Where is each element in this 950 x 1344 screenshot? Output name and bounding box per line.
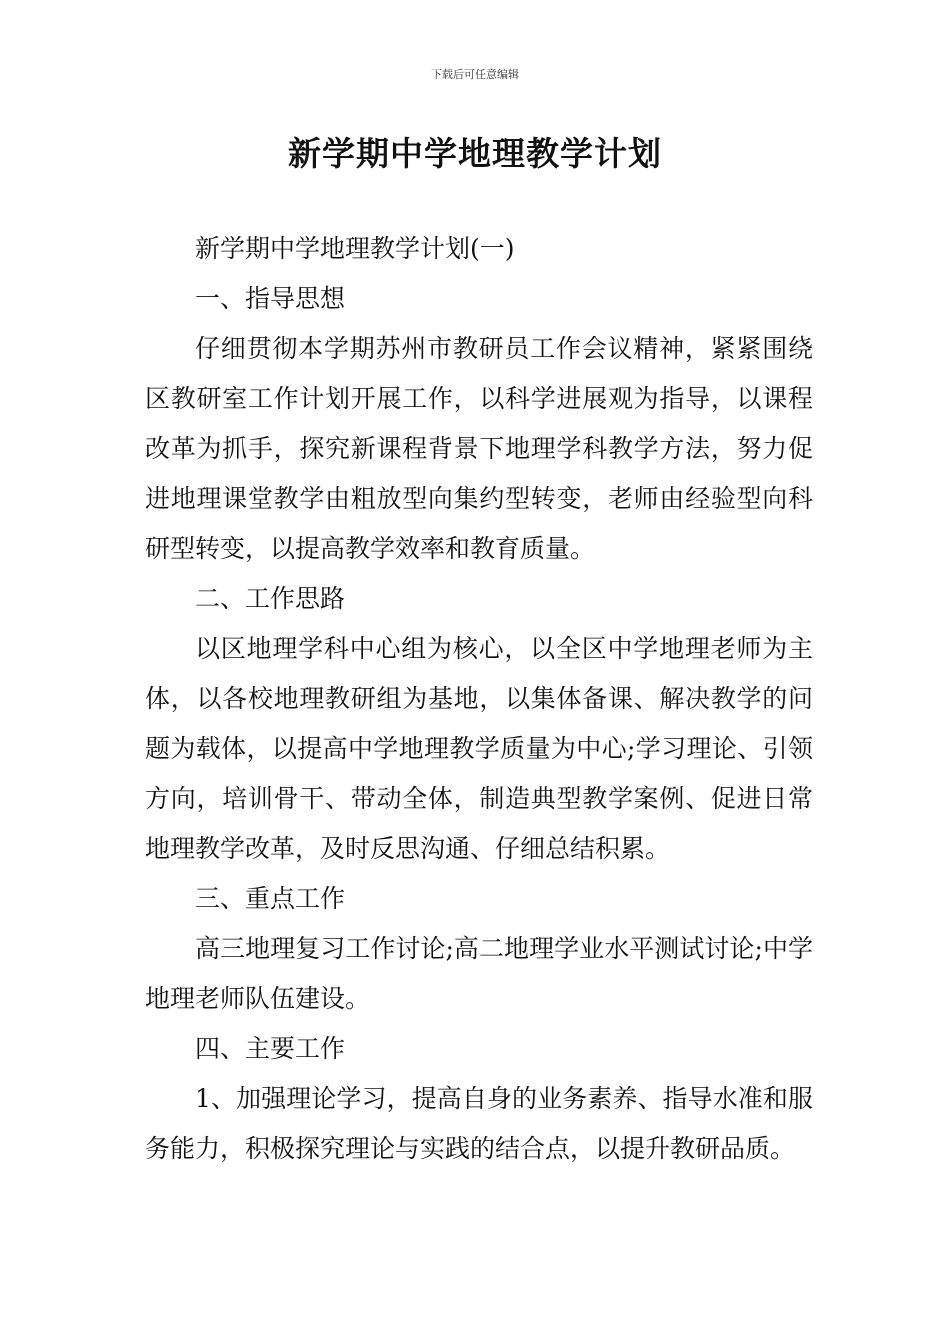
header-note: 下载后可任意编辑 [431, 68, 519, 81]
body-paragraph: 以区地理学科中心组为核心，以全区中学地理老师为主体，以各校地理教研组为基地，以集体备课、解决教学的问题为载体，以提高中学地理教学质量为中心;学习理论、引领方向，培训骨干、带动全体，制造典型教学案例、促进日常地理教学改革，及时反思沟通、仔细总结积累。 [145, 634, 813, 863]
section-heading-guiding-ideology: 一、指导思想 [195, 284, 346, 313]
body-paragraph: 1、加强理论学习，提高自身的业务素养、指导水准和服务能力，积极探究理论与实践的结合点，以提升教研品质。 [145, 1084, 813, 1163]
body-paragraph: 仔细贯彻本学期苏州市教研员工作会议精神，紧紧围绕区教研室工作计划开展工作，以科学进展观为指导，以课程改革为抓手，探究新课程背景下地理学科教学方法，努力促进地理课堂教学由粗放型向集约型转变，老师由经验型向科研型转变，以提高教学效率和教育质量。 [145, 334, 813, 563]
document-body [145, 224, 813, 1174]
subtitle-paragraph: 新学期中学地理教学计划(一) [195, 234, 515, 263]
section-heading-work-approach: 二、工作思路 [195, 584, 346, 613]
body-paragraph: 高三地理复习工作讨论;高二地理学业水平测试讨论;中学地理老师队伍建设。 [145, 934, 813, 1013]
section-heading-key-work: 三、重点工作 [195, 884, 346, 913]
section-heading-main-work: 四、主要工作 [195, 1034, 346, 1063]
document-title: 新学期中学地理教学计划 [288, 134, 662, 173]
